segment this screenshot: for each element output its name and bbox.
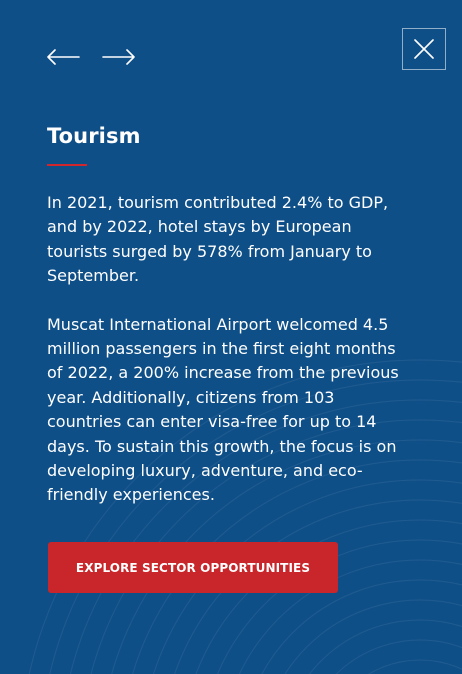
close-button[interactable] [402,28,446,70]
title-underline [47,164,87,166]
panel-description [47,191,409,532]
description-paragraph: In 2021, tourism contributed 2.4% to GDP, and by 2022, hotel stays by European tourists surged by 578% from January to September. [47,193,389,286]
arrow-left-icon [46,49,80,65]
previous-button[interactable] [46,44,80,70]
close-icon [414,39,434,59]
explore-sector-opportunities-button[interactable]: EXPLORE SECTOR OPPORTUNITIES [48,542,338,593]
next-button[interactable] [102,44,136,70]
arrow-right-icon [102,49,136,65]
carousel-navigation [46,44,136,70]
description-paragraph: Muscat International Airport welcomed 4.5 million passengers in the first eight months of 2022, a 200% increase from the previous year. Additionally, citizens from 103 countries can enter visa-free for up to 14 days. To sustain this growth, the focus is on developing luxury, adventure, and eco-friendly experiences. [47,314,399,505]
panel-title: Tourism [47,124,141,148]
